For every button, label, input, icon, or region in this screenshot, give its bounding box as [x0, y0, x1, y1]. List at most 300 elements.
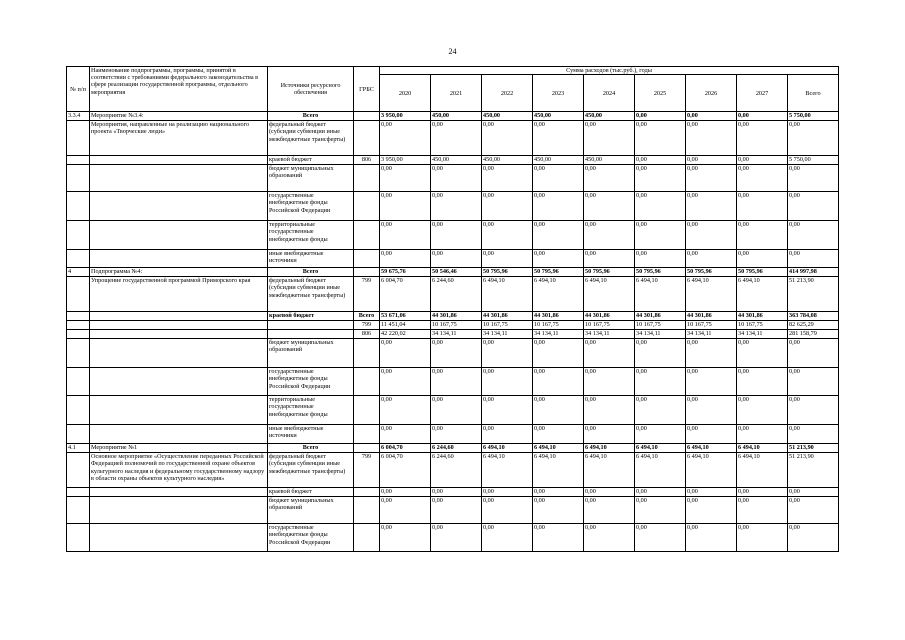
row-value: 0,00 — [737, 165, 788, 192]
row-value: 0,00 — [584, 488, 635, 497]
row-value: 0,00 — [686, 112, 737, 121]
row-name: Подпрограмма №4: — [90, 268, 268, 277]
row-value: 6 244,60 — [431, 277, 482, 312]
row-number — [67, 165, 90, 192]
row-value: 34 134,11 — [482, 330, 533, 339]
header-sum: Сумма расходов (тыс.руб.), годы — [380, 67, 839, 75]
row-value: 450,00 — [533, 156, 584, 165]
row-value: 6 494,10 — [482, 277, 533, 312]
row-value: 0,00 — [686, 339, 737, 368]
row-name — [90, 221, 268, 250]
row-value: 0,00 — [686, 488, 737, 497]
row-name — [90, 165, 268, 192]
row-value: 0,00 — [584, 339, 635, 368]
row-value: 0,00 — [482, 497, 533, 524]
row-value: 34 134,11 — [737, 330, 788, 339]
row-value: 0,00 — [380, 396, 431, 425]
row-name — [90, 321, 268, 330]
table-row — [67, 497, 839, 524]
row-value: 0,00 — [788, 221, 839, 250]
row-value: 6 244,60 — [431, 444, 482, 453]
table-row — [67, 221, 839, 250]
table-row — [67, 165, 839, 192]
row-grbs — [354, 221, 380, 250]
row-value: 0,00 — [431, 221, 482, 250]
row-value: 0,00 — [380, 250, 431, 268]
row-value: 0,00 — [686, 396, 737, 425]
row-value: 0,00 — [788, 497, 839, 524]
row-value: 10 167,75 — [533, 321, 584, 330]
row-grbs: Всего — [354, 312, 380, 321]
row-value: 6 494,10 — [584, 277, 635, 312]
row-grbs — [354, 396, 380, 425]
row-value: 50 546,46 — [431, 268, 482, 277]
row-value: 0,00 — [584, 192, 635, 221]
row-number — [67, 368, 90, 396]
header-year: 2027 — [737, 75, 788, 112]
row-grbs: 799 — [354, 453, 380, 488]
row-value: 59 675,76 — [380, 268, 431, 277]
row-grbs — [354, 368, 380, 396]
row-value: 6 494,10 — [686, 453, 737, 488]
row-value: 0,00 — [788, 339, 839, 368]
row-source: государственные внебюджетные фонды Российской Федерации — [268, 192, 354, 221]
row-value: 0,00 — [737, 396, 788, 425]
row-value: 450,00 — [482, 156, 533, 165]
row-name — [90, 368, 268, 396]
row-value: 0,00 — [533, 497, 584, 524]
row-value: 44 301,86 — [584, 312, 635, 321]
row-value: 5 750,00 — [788, 112, 839, 121]
header-no: № п/п — [67, 67, 90, 112]
header-year: 2024 — [584, 75, 635, 112]
row-value: 6 494,10 — [533, 277, 584, 312]
row-name: Мероприятие №3.4: — [90, 112, 268, 121]
row-value: 0,00 — [788, 192, 839, 221]
row-value: 0,00 — [635, 524, 686, 552]
row-value: 0,00 — [380, 524, 431, 552]
header-year: 2022 — [482, 75, 533, 112]
row-value: 0,00 — [635, 112, 686, 121]
row-value: 0,00 — [584, 121, 635, 156]
row-number — [67, 156, 90, 165]
table-row — [67, 425, 839, 444]
row-grbs — [354, 339, 380, 368]
row-source — [268, 321, 354, 330]
row-value: 0,00 — [533, 425, 584, 444]
row-value: 34 134,11 — [431, 330, 482, 339]
row-value: 10 167,75 — [431, 321, 482, 330]
row-value: 0,00 — [533, 524, 584, 552]
row-value: 0,00 — [533, 396, 584, 425]
row-value: 0,00 — [635, 396, 686, 425]
row-value: 0,00 — [737, 488, 788, 497]
row-value: 0,00 — [686, 165, 737, 192]
row-number — [67, 488, 90, 497]
row-name — [90, 339, 268, 368]
row-value: 0,00 — [737, 524, 788, 552]
row-value: 0,00 — [584, 396, 635, 425]
table-row — [67, 121, 839, 156]
row-number — [67, 321, 90, 330]
row-value: 0,00 — [686, 497, 737, 524]
row-value: 0,00 — [380, 425, 431, 444]
row-value: 44 301,86 — [737, 312, 788, 321]
row-value: 363 784,08 — [788, 312, 839, 321]
header-year: 2023 — [533, 75, 584, 112]
row-value: 10 167,75 — [482, 321, 533, 330]
row-number — [67, 330, 90, 339]
row-name — [90, 250, 268, 268]
row-value: 0,00 — [686, 221, 737, 250]
row-number — [67, 192, 90, 221]
row-value: 0,00 — [635, 165, 686, 192]
row-number — [67, 121, 90, 156]
table-row — [67, 488, 839, 497]
row-value: 0,00 — [482, 192, 533, 221]
table-row — [67, 339, 839, 368]
row-value: 0,00 — [533, 368, 584, 396]
header-grbs: ГРБС — [354, 67, 380, 112]
row-value: 0,00 — [635, 221, 686, 250]
row-value: 44 301,86 — [635, 312, 686, 321]
row-name — [90, 497, 268, 524]
row-value: 0,00 — [635, 425, 686, 444]
row-value: 6 494,10 — [737, 453, 788, 488]
row-value: 0,00 — [533, 165, 584, 192]
row-value: 44 301,86 — [431, 312, 482, 321]
row-value: 6 494,10 — [482, 453, 533, 488]
row-value: 51 213,90 — [788, 453, 839, 488]
row-grbs — [354, 425, 380, 444]
table-row — [67, 268, 839, 277]
row-source: Всего — [268, 112, 354, 121]
row-value: 450,00 — [482, 112, 533, 121]
row-value: 10 167,75 — [584, 321, 635, 330]
row-value: 50 795,96 — [635, 268, 686, 277]
row-value: 0,00 — [788, 121, 839, 156]
row-value: 50 795,96 — [686, 268, 737, 277]
row-value: 6 494,10 — [737, 444, 788, 453]
row-value: 0,00 — [737, 112, 788, 121]
row-value: 414 997,98 — [788, 268, 839, 277]
row-value: 6 494,10 — [686, 444, 737, 453]
row-source: бюджет муниципальных образований — [268, 339, 354, 368]
row-value: 0,00 — [635, 192, 686, 221]
row-value: 0,00 — [431, 165, 482, 192]
table-row — [67, 524, 839, 552]
row-value: 0,00 — [584, 425, 635, 444]
row-grbs — [354, 444, 380, 453]
row-name: Мероприятия, направленные на реализацию национального проекта «Творческие люди» — [90, 121, 268, 156]
row-value: 0,00 — [431, 497, 482, 524]
row-value: 0,00 — [533, 250, 584, 268]
row-source: территориальные государственные внебюджетные фонды — [268, 221, 354, 250]
row-value: 6 494,10 — [584, 444, 635, 453]
row-value: 50 795,96 — [737, 268, 788, 277]
row-value: 82 625,29 — [788, 321, 839, 330]
row-value: 3 950,00 — [380, 112, 431, 121]
row-value: 0,00 — [431, 339, 482, 368]
row-value: 0,00 — [737, 339, 788, 368]
table-row — [67, 330, 839, 339]
row-value: 34 134,11 — [686, 330, 737, 339]
row-value: 0,00 — [431, 488, 482, 497]
row-value: 6 494,10 — [635, 277, 686, 312]
row-value: 0,00 — [533, 339, 584, 368]
row-value: 6 494,10 — [482, 444, 533, 453]
row-value: 10 167,75 — [686, 321, 737, 330]
row-source: Всего — [268, 268, 354, 277]
row-source: бюджет муниципальных образований — [268, 165, 354, 192]
row-value: 0,00 — [584, 165, 635, 192]
row-value: 0,00 — [635, 121, 686, 156]
row-grbs — [354, 112, 380, 121]
row-value: 0,00 — [533, 121, 584, 156]
row-source: территориальные государственные внебюджетные фонды — [268, 396, 354, 425]
row-value: 281 158,79 — [788, 330, 839, 339]
row-name — [90, 312, 268, 321]
row-value: 0,00 — [431, 121, 482, 156]
row-value: 6 494,10 — [635, 453, 686, 488]
row-source: краевой бюджет — [268, 312, 354, 321]
row-value: 0,00 — [686, 368, 737, 396]
row-name: Мероприятие №1 — [90, 444, 268, 453]
row-value: 0,00 — [635, 488, 686, 497]
row-source: федеральный бюджет (субсидии субвенции иные межбюджетные трансферты) — [268, 453, 354, 488]
row-value: 50 795,96 — [584, 268, 635, 277]
row-value: 0,00 — [482, 368, 533, 396]
row-number — [67, 277, 90, 312]
row-value: 34 134,11 — [533, 330, 584, 339]
row-name — [90, 425, 268, 444]
row-value: 0,00 — [635, 497, 686, 524]
row-source: иные внебюджетные источники — [268, 250, 354, 268]
row-value: 34 134,11 — [635, 330, 686, 339]
row-value: 0,00 — [380, 497, 431, 524]
row-value: 6 494,10 — [686, 277, 737, 312]
row-source: федеральный бюджет (субсидии субвенции иные межбюджетные трансферты) — [268, 277, 354, 312]
row-value: 0,00 — [686, 121, 737, 156]
row-number — [67, 497, 90, 524]
row-value: 6 004,70 — [380, 277, 431, 312]
row-value: 0,00 — [686, 524, 737, 552]
header-year: 2021 — [431, 75, 482, 112]
row-value: 0,00 — [788, 524, 839, 552]
row-value: 0,00 — [380, 488, 431, 497]
row-value: 0,00 — [584, 250, 635, 268]
row-grbs — [354, 497, 380, 524]
row-name — [90, 330, 268, 339]
row-value: 0,00 — [686, 192, 737, 221]
row-value: 0,00 — [635, 368, 686, 396]
row-value: 0,00 — [686, 250, 737, 268]
row-value: 10 167,75 — [737, 321, 788, 330]
row-value: 6 244,60 — [431, 453, 482, 488]
row-value: 0,00 — [482, 339, 533, 368]
row-value: 0,00 — [482, 488, 533, 497]
row-value: 0,00 — [380, 192, 431, 221]
row-value: 53 671,06 — [380, 312, 431, 321]
row-value: 6 004,70 — [380, 453, 431, 488]
row-value: 0,00 — [431, 368, 482, 396]
row-value: 34 134,11 — [584, 330, 635, 339]
row-value: 0,00 — [788, 396, 839, 425]
row-value: 0,00 — [635, 339, 686, 368]
header-source: Источники ресурсного обеспечения — [268, 67, 354, 112]
row-value: 0,00 — [482, 250, 533, 268]
row-value: 6 004,70 — [380, 444, 431, 453]
row-value: 0,00 — [788, 165, 839, 192]
row-grbs: 806 — [354, 156, 380, 165]
row-grbs — [354, 524, 380, 552]
row-value: 10 167,75 — [635, 321, 686, 330]
row-value: 0,00 — [788, 425, 839, 444]
row-value: 44 301,86 — [533, 312, 584, 321]
row-value: 0,00 — [737, 425, 788, 444]
row-value: 0,00 — [737, 221, 788, 250]
row-number — [67, 221, 90, 250]
row-value: 450,00 — [584, 112, 635, 121]
row-value: 0,00 — [431, 524, 482, 552]
row-value: 450,00 — [533, 112, 584, 121]
row-value: 0,00 — [431, 425, 482, 444]
row-source: федеральный бюджет (субсидии субвенции иные межбюджетные трансферты) — [268, 121, 354, 156]
row-value: 450,00 — [584, 156, 635, 165]
row-number — [67, 524, 90, 552]
table-row — [67, 368, 839, 396]
row-source: иные внебюджетные источники — [268, 425, 354, 444]
row-source: краевой бюджет — [268, 488, 354, 497]
row-value: 0,00 — [431, 192, 482, 221]
row-value: 11 451,04 — [380, 321, 431, 330]
row-value: 42 220,02 — [380, 330, 431, 339]
row-grbs — [354, 192, 380, 221]
table-row — [67, 453, 839, 488]
row-source: бюджет муниципальных образований — [268, 497, 354, 524]
row-grbs — [354, 121, 380, 156]
row-value: 6 494,10 — [737, 277, 788, 312]
row-value: 0,00 — [533, 192, 584, 221]
row-value: 0,00 — [482, 221, 533, 250]
row-number — [67, 396, 90, 425]
row-value: 6 494,10 — [533, 444, 584, 453]
header-year: 2020 — [380, 75, 431, 112]
row-value: 0,00 — [482, 425, 533, 444]
row-name: Упрощение государственной программой Приморского края — [90, 277, 268, 312]
row-source: Всего — [268, 444, 354, 453]
row-number — [67, 453, 90, 488]
row-value: 0,00 — [788, 488, 839, 497]
row-value: 6 494,10 — [533, 453, 584, 488]
row-grbs — [354, 268, 380, 277]
row-name: Основное мероприятие «Осуществление переданных Российской Федерацией полномочий по государственной охране объектов культурного наследия и федеральному государственному надзору в области охраны объектов культурного наследия» — [90, 453, 268, 488]
header-year: Всего — [788, 75, 839, 112]
row-grbs — [354, 165, 380, 192]
row-grbs: 799 — [354, 277, 380, 312]
row-source: краевой бюджет — [268, 156, 354, 165]
row-value: 0,00 — [482, 524, 533, 552]
row-value: 0,00 — [737, 250, 788, 268]
row-grbs — [354, 250, 380, 268]
row-name — [90, 524, 268, 552]
row-value: 0,00 — [788, 368, 839, 396]
row-value: 0,00 — [584, 221, 635, 250]
row-name — [90, 396, 268, 425]
row-source — [268, 330, 354, 339]
row-value: 0,00 — [788, 250, 839, 268]
table-row — [67, 396, 839, 425]
row-value: 44 301,86 — [686, 312, 737, 321]
row-name — [90, 156, 268, 165]
row-name — [90, 488, 268, 497]
row-number — [67, 250, 90, 268]
row-value: 0,00 — [635, 156, 686, 165]
row-value: 0,00 — [533, 221, 584, 250]
row-value: 0,00 — [737, 121, 788, 156]
row-value: 450,00 — [431, 156, 482, 165]
row-value: 0,00 — [686, 425, 737, 444]
row-value: 0,00 — [482, 121, 533, 156]
row-grbs — [354, 488, 380, 497]
header-name: Наименование подпрограммы, программы, принятой в соответствии с требованиями федерального законодательства в сфере реализации государственной программы, отдельного мероприятия — [90, 67, 268, 112]
row-value: 0,00 — [533, 488, 584, 497]
row-value: 0,00 — [737, 156, 788, 165]
row-value: 44 301,86 — [482, 312, 533, 321]
row-grbs: 799 — [354, 321, 380, 330]
row-value: 0,00 — [380, 221, 431, 250]
budget-table — [66, 66, 839, 552]
row-name — [90, 192, 268, 221]
row-value: 6 494,10 — [635, 444, 686, 453]
row-value: 0,00 — [737, 497, 788, 524]
header-year: 2025 — [635, 75, 686, 112]
row-value: 0,00 — [482, 165, 533, 192]
row-value: 51 213,90 — [788, 277, 839, 312]
row-value: 0,00 — [584, 524, 635, 552]
row-value: 0,00 — [431, 250, 482, 268]
row-value: 0,00 — [431, 396, 482, 425]
table-row — [67, 192, 839, 221]
row-number: 3.3.4 — [67, 112, 90, 121]
row-value: 0,00 — [584, 368, 635, 396]
row-source: государственные внебюджетные фонды Российской Федерации — [268, 524, 354, 552]
row-value: 0,00 — [380, 368, 431, 396]
row-value: 0,00 — [737, 192, 788, 221]
page-number: 24 — [448, 47, 457, 56]
row-value: 0,00 — [482, 396, 533, 425]
row-value: 0,00 — [686, 156, 737, 165]
table-row — [67, 312, 839, 321]
row-number: 4.1 — [67, 444, 90, 453]
row-value: 0,00 — [584, 497, 635, 524]
row-number — [67, 312, 90, 321]
row-source: государственные внебюджетные фонды Российской Федерации — [268, 368, 354, 396]
row-value: 0,00 — [635, 250, 686, 268]
row-value: 50 795,96 — [482, 268, 533, 277]
table-row — [67, 112, 839, 121]
table-row — [67, 156, 839, 165]
row-value: 0,00 — [380, 165, 431, 192]
row-value: 3 950,00 — [380, 156, 431, 165]
row-number — [67, 425, 90, 444]
header-year: 2026 — [686, 75, 737, 112]
row-number: 4 — [67, 268, 90, 277]
row-value: 450,00 — [431, 112, 482, 121]
table-row — [67, 277, 839, 312]
row-value: 50 795,96 — [533, 268, 584, 277]
table-row — [67, 250, 839, 268]
